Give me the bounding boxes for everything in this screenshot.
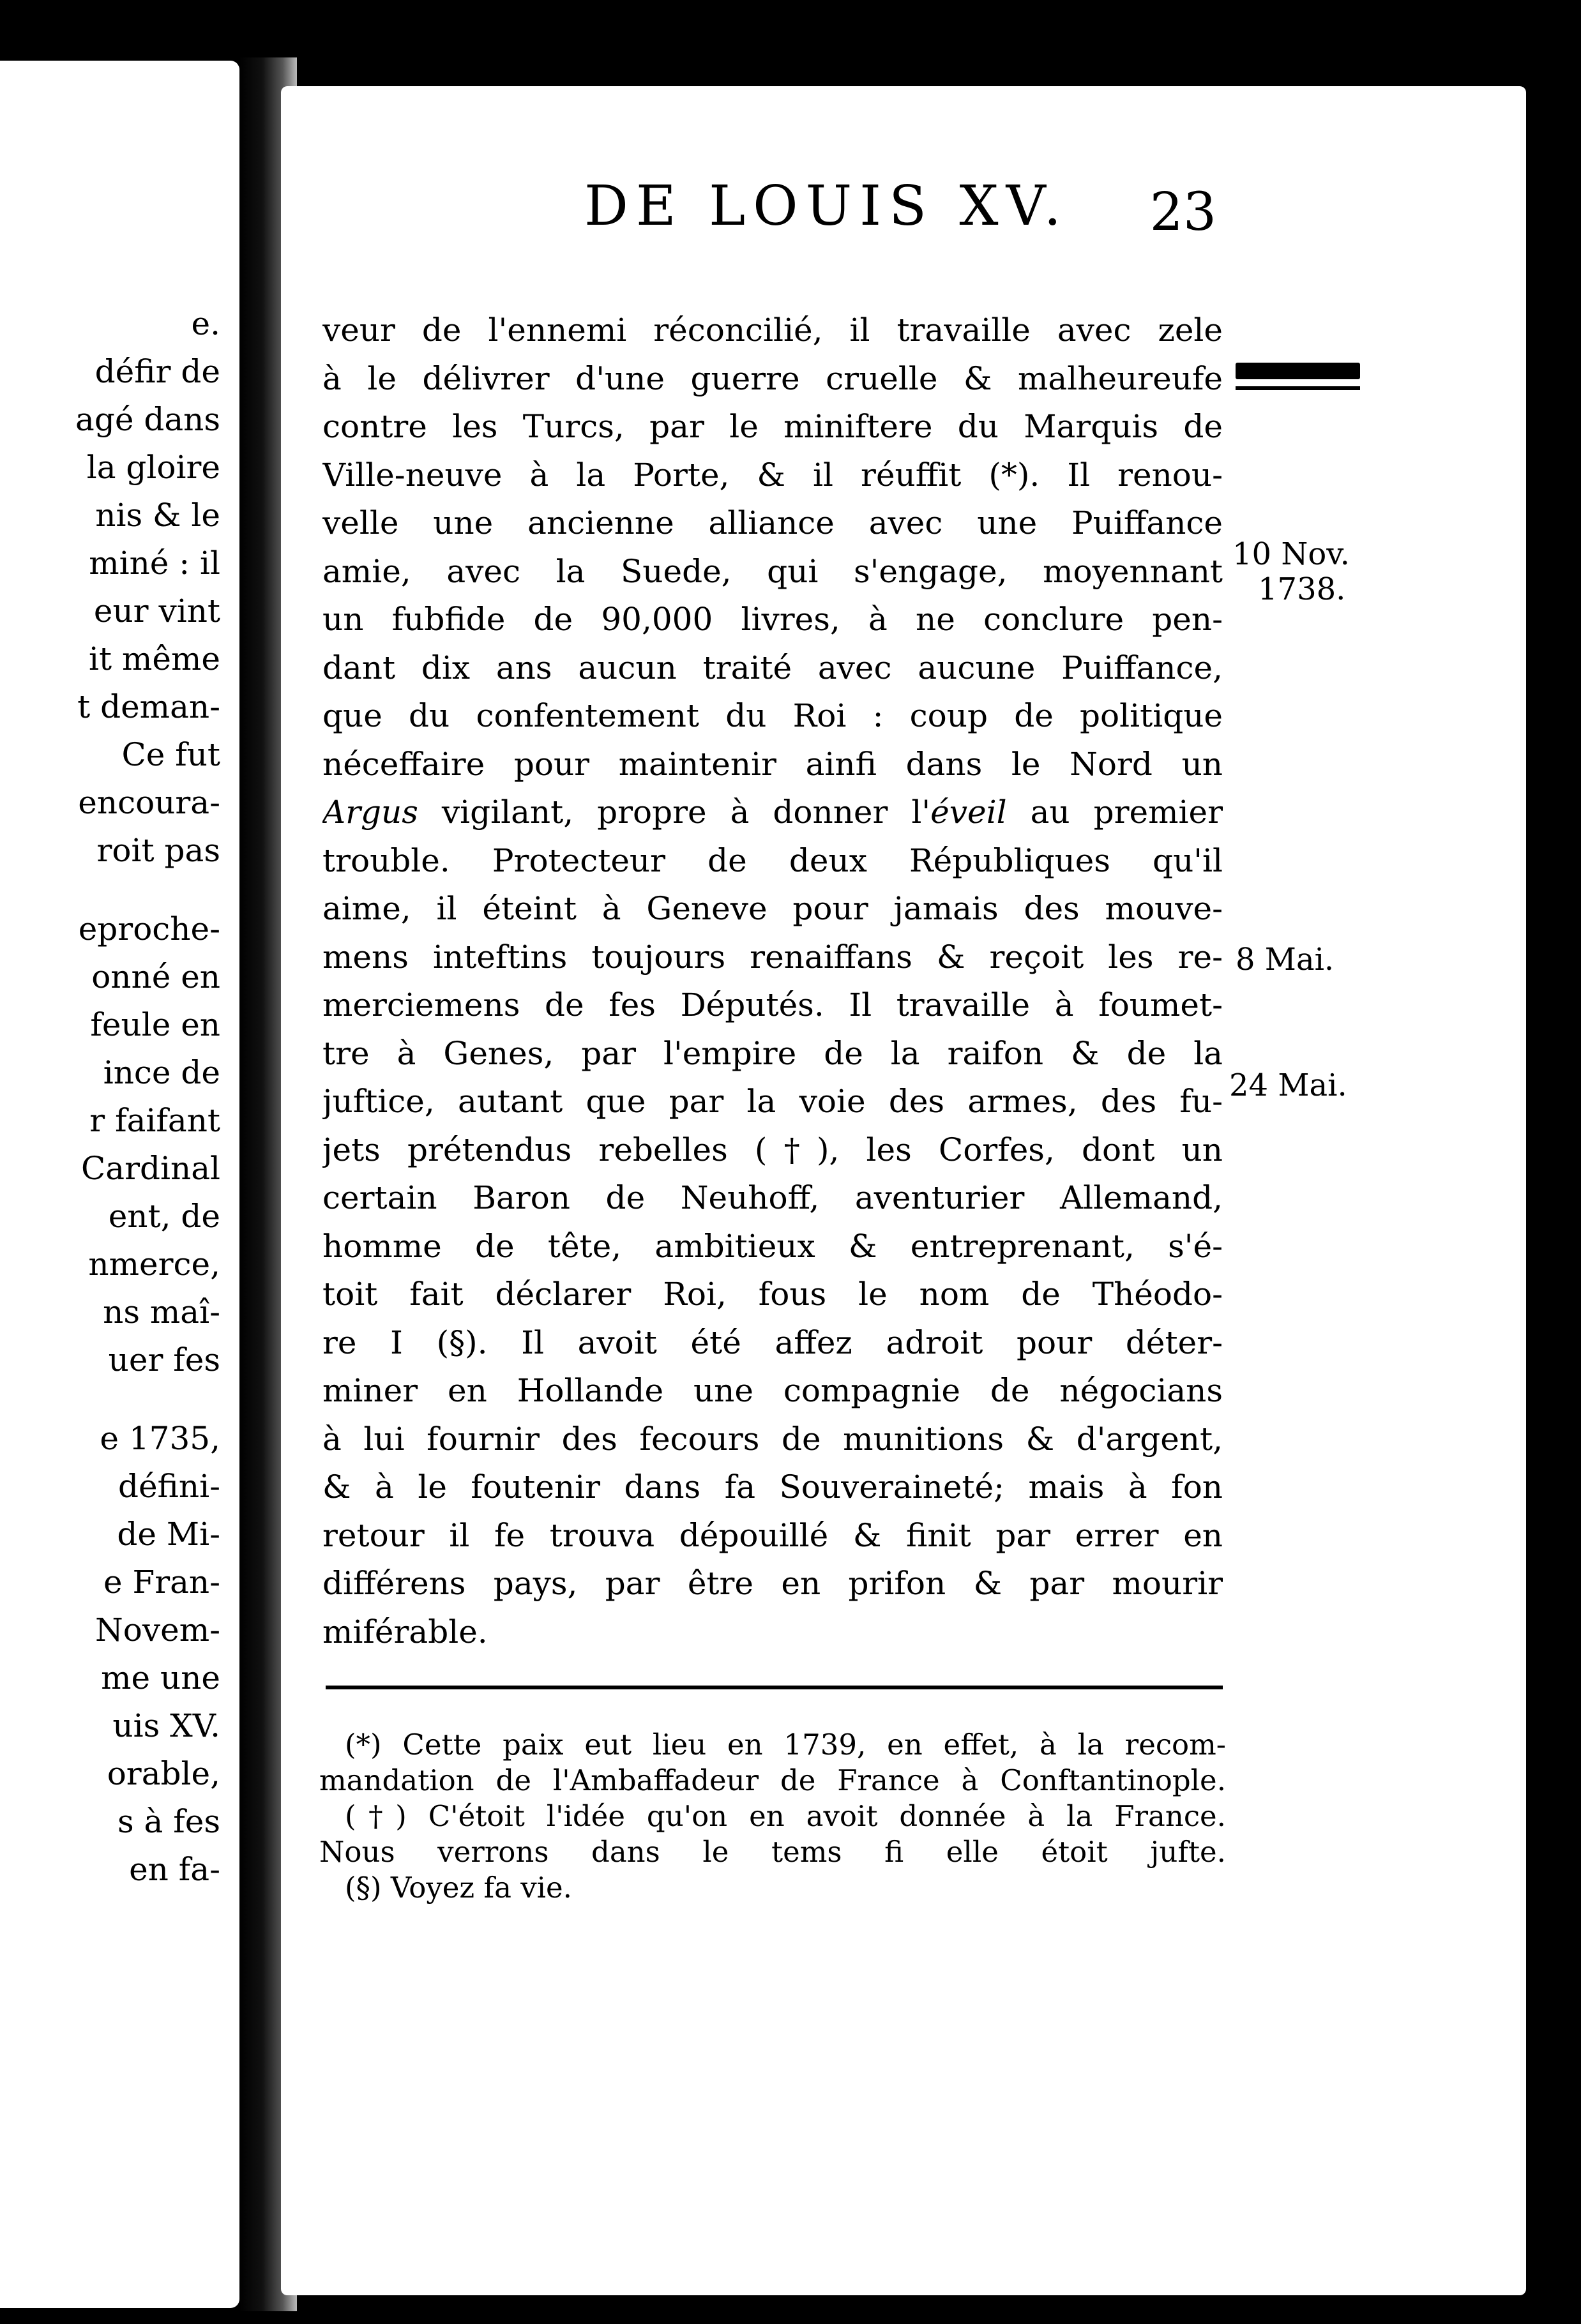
text-line: juftice, autant que par la voie des armes, des fu- (322, 1083, 1223, 1120)
left-line: uer fes (108, 1341, 220, 1378)
left-line: orable, (107, 1755, 220, 1792)
left-line: eur vint (93, 592, 220, 630)
left-line: me une (101, 1659, 220, 1696)
footnotes (319, 1727, 1226, 1906)
text-line: jets prétendus rebelles (†), les Corfes, dont un (322, 1131, 1223, 1168)
text-line: dant dix ans aucun traité avec aucune Puiffance, (322, 649, 1223, 686)
left-line: défir de (95, 353, 220, 390)
text-line: aime, il éteint à Geneve pour jamais des mouve- (322, 890, 1223, 927)
footnote-line: (§) Voyez fa vie. (345, 1871, 572, 1905)
left-line: encoura- (78, 784, 220, 821)
text-line-italic-mixed (322, 788, 1223, 837)
text-line: tre à Genes, par l'empire de la raifon & de la (322, 1034, 1223, 1072)
text-line: Ville-neuve à la Porte, & il réuffit (*). Il renou- (322, 456, 1223, 494)
left-line: Ce fut (121, 736, 220, 773)
left-line: nis & le (95, 497, 220, 534)
text-line: à le délivrer d'une guerre cruelle & malheureufe (322, 359, 1223, 397)
footnote-separator (326, 1686, 1223, 1689)
text-line: retour il fe trouva dépouillé & finit par errer en (322, 1516, 1223, 1554)
page-number: 23 (1149, 182, 1216, 243)
left-line: t deman- (77, 688, 220, 725)
running-title: DE LOUIS XV. (584, 174, 1070, 238)
text-fragment: vigilant, propre à donner l' (418, 794, 931, 831)
left-line: ince de (103, 1054, 220, 1091)
printed-rule-thin (1236, 386, 1360, 390)
text-line: veur de l'ennemi réconcilié, il travaille avec zele (322, 312, 1223, 349)
left-line: défini- (117, 1468, 220, 1505)
left-line: uis XV. (112, 1707, 220, 1744)
left-line: Cardinal (81, 1150, 220, 1187)
left-line: e Fran- (103, 1564, 220, 1601)
text-line: homme de tête, ambitieux & entreprenant, s'é- (322, 1227, 1223, 1265)
text-line: différens pays, par être en prifon & par mourir (322, 1565, 1223, 1602)
margin-date-note: 8 Mai. (1236, 942, 1335, 977)
text-line: que du confentement du Roi : coup de politique (322, 697, 1223, 734)
text-line: amie, avec la Suede, qui s'engage, moyennant (322, 552, 1223, 590)
left-line: it même (89, 640, 220, 677)
left-page-text (0, 300, 239, 1894)
left-line: de Mi- (117, 1516, 220, 1553)
left-line: nmerce, (88, 1246, 220, 1283)
left-line: Novem- (95, 1611, 220, 1649)
text-line: toit fait déclarer Roi, fous le nom de Théodo- (322, 1276, 1223, 1313)
left-facing-page (0, 61, 239, 2308)
text-line: miférable. (322, 1613, 488, 1650)
text-line: contre les Turcs, par le miniftere du Marquis de (322, 408, 1223, 445)
left-line-gap (0, 875, 239, 905)
text-fragment: au premier (1006, 794, 1223, 831)
left-line: roit pas (96, 832, 220, 869)
left-line-gap (0, 1384, 239, 1415)
left-line: onné en (91, 958, 220, 995)
italic-argus: Argus (322, 794, 418, 831)
footnote-line: (†) C'étoit l'idée qu'on en avoit donnée à la France. (345, 1799, 1226, 1833)
printed-rule-thick (1236, 363, 1360, 379)
left-line: feule en (90, 1006, 220, 1043)
footnote-line: (*) Cette paix eut lieu en 1739, en effet, à la recom- (345, 1728, 1226, 1762)
text-line: mens inteftins toujours renaiffans & reçoit les re- (322, 938, 1223, 976)
page-header (348, 169, 1223, 246)
left-line: s à fes (117, 1803, 220, 1840)
margin-date-note: 1738. (1258, 571, 1346, 607)
margin-date-note: 10 Nov. (1232, 536, 1350, 572)
footnote-line: mandation de l'Ambaffadeur de France à Conftantinople. (319, 1763, 1226, 1797)
text-line: merciemens de fes Députés. Il travaille à foumet- (322, 986, 1223, 1023)
text-line: & à le foutenir dans fa Souveraineté; mais à fon (322, 1468, 1223, 1505)
text-line: certain Baron de Neuhoff, aventurier Allemand, (322, 1179, 1223, 1216)
text-line: un fubfide de 90,000 livres, à ne conclure pen- (322, 601, 1223, 638)
left-line: e 1735, (100, 1420, 220, 1457)
footnote-line: Nous verrons dans le tems fi elle étoit jufte. (319, 1835, 1226, 1869)
left-line: en fa- (129, 1851, 220, 1888)
left-line: miné : il (89, 545, 220, 582)
text-line: miner en Hollande une compagnie de négocians (322, 1372, 1223, 1409)
left-line: la gloire (86, 449, 220, 486)
left-line: agé dans (75, 401, 220, 438)
left-line: ns maî- (103, 1294, 220, 1331)
italic-eveil: éveil (930, 794, 1007, 831)
left-line: r faifant (89, 1102, 220, 1139)
left-line: ent, de (108, 1198, 220, 1235)
text-line: velle une ancienne alliance avec une Puiffance (322, 504, 1223, 541)
left-line: e. (191, 305, 220, 342)
margin-date-note: 24 Mai. (1229, 1068, 1347, 1103)
text-line: trouble. Protecteur de deux Républiques qu'il (322, 841, 1223, 879)
text-line: re I (§). Il avoit été affez adroit pour déter- (322, 1324, 1223, 1361)
text-line: à lui fournir des fecours de munitions & d'argent, (322, 1420, 1223, 1458)
left-line: eproche- (78, 910, 220, 947)
main-text (322, 306, 1223, 1656)
text-line: néceffaire pour maintenir ainfi dans le Nord un (322, 745, 1223, 783)
